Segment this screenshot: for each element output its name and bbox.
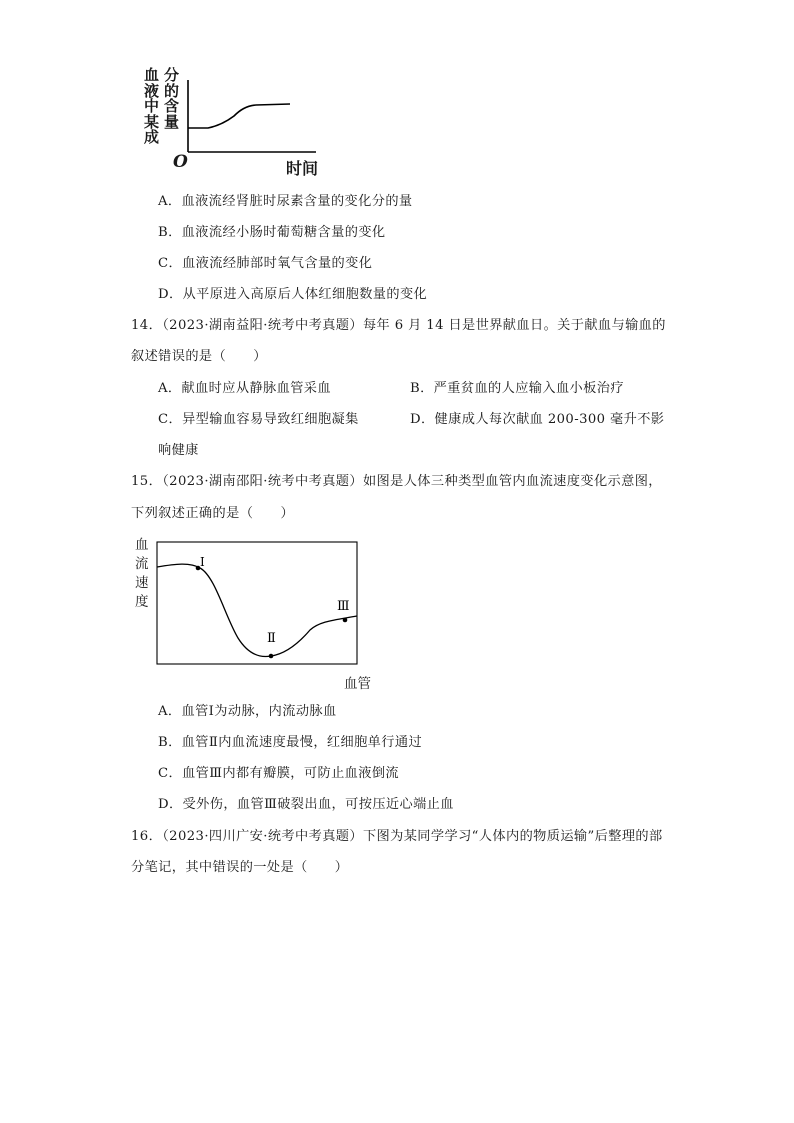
q14-stem-line2: 叙述错误的是（ ） <box>131 349 267 364</box>
x-axis-label: 血管 <box>344 676 371 692</box>
q15-option-a: A．血管Ⅰ为动脉，内流动脉血 <box>158 704 337 719</box>
q14-option-b: B．严重贫血的人应输入血小板治疗 <box>410 381 624 396</box>
q15-stem-line1: 15．（2023·湖南邵阳·统考中考真题）如图是人体三种类型血管内血流速度变化示意图， <box>131 474 662 489</box>
q13-option-a: A．血液流经肾脏时尿素含量的变化分的量 <box>158 194 413 209</box>
y-axis-label-col2: 分的含量 <box>164 66 180 131</box>
y-label-char: 度 <box>135 594 149 610</box>
figure-concentration-curve <box>140 66 340 178</box>
figure-blood-flow-speed <box>130 536 380 692</box>
y-label-char: 血 <box>135 537 149 553</box>
q14-option-a: A．献血时应从静脉血管采血 <box>158 381 331 396</box>
label-vessel-iii: Ⅲ <box>337 599 350 614</box>
q15-option-c: C．血管Ⅲ内都有瓣膜，可防止血液倒流 <box>158 766 400 781</box>
q14-stem-line1: 14．（2023·湖南益阳·统考中考真题）每年 6 月 14 日是世界献血日。关于献血与输血的 <box>131 318 666 333</box>
q16-stem-line2: 分笔记，其中错误的一处是（ ） <box>131 860 349 875</box>
q13-option-b: B．血液流经小肠时葡萄糖含量的变化 <box>158 225 386 240</box>
y-axis-label <box>135 536 151 612</box>
origin-label: O <box>173 152 188 172</box>
q16-stem-line1: 16．（2023·四川广安·统考中考真题）下图为某同学学习“人体内的物质运输”后整理的部 <box>131 829 663 844</box>
y-label-char: 流 <box>135 556 149 572</box>
label-vessel-i: Ⅰ <box>200 555 205 569</box>
x-axis-label: 时间 <box>286 159 319 178</box>
q14-option-c: C．异型输血容易导致红细胞凝集 <box>158 412 359 427</box>
q14-option-d-continued: 响健康 <box>158 443 199 458</box>
label-vessel-ii: Ⅱ <box>267 631 276 646</box>
flow-speed-curve <box>157 564 357 656</box>
q13-option-c: C．血液流经肺部时氧气含量的变化 <box>158 256 373 271</box>
y-axis-label-col1: 血液中某成 <box>144 66 160 146</box>
point-vessel-ii <box>269 654 274 659</box>
q14-option-d: D．健康成人每次献血 200-300 毫升不影 <box>410 412 665 427</box>
q15-option-d: D．受外伤，血管Ⅲ破裂出血，可按压近心端止血 <box>158 797 454 812</box>
y-label-char: 速 <box>135 575 149 591</box>
q15-option-b: B．血管Ⅱ内血流速度最慢，红细胞单行通过 <box>158 735 423 750</box>
blood-flow-graph <box>130 536 380 692</box>
graph-frame <box>157 542 357 664</box>
q15-stem-line2: 下列叙述正确的是（ ） <box>131 506 295 521</box>
concentration-curve <box>188 104 290 128</box>
point-vessel-iii <box>343 618 348 623</box>
q13-option-d: D．从平原进入高原后人体红细胞数量的变化 <box>158 287 428 302</box>
